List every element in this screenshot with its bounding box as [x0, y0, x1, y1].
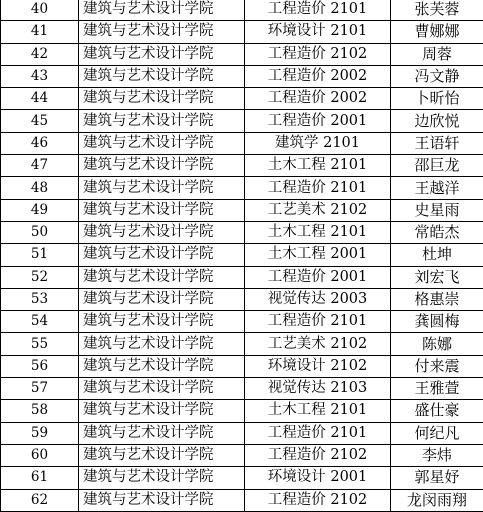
- row-number-cell: 47: [1, 155, 79, 177]
- table-row: [1, 444, 483, 466]
- class-cell: 工程造价 2102: [245, 444, 391, 466]
- class-cell: 工程造价 2002: [245, 65, 391, 87]
- college-cell: 建筑与艺术设计学院: [79, 21, 245, 43]
- class-cell: 环境设计 2001: [245, 467, 391, 489]
- table-row: [1, 244, 483, 266]
- college-cell: 建筑与艺术设计学院: [79, 266, 245, 288]
- row-number-cell: 45: [1, 110, 79, 132]
- class-cell: 视觉传达 2003: [245, 288, 391, 310]
- class-cell: 土木工程 2101: [245, 221, 391, 243]
- student-name-cell: 周蓉: [391, 43, 483, 65]
- student-name-cell: 付来震: [391, 355, 483, 377]
- student-name-cell: 曹娜娜: [391, 21, 483, 43]
- table-row: [1, 132, 483, 154]
- college-cell: 建筑与艺术设计学院: [79, 244, 245, 266]
- table-row: [1, 221, 483, 243]
- table-row: [1, 155, 483, 177]
- college-cell: 建筑与艺术设计学院: [79, 400, 245, 422]
- college-cell: 建筑与艺术设计学院: [79, 355, 245, 377]
- table-row: [1, 467, 483, 489]
- table-row: [1, 355, 483, 377]
- row-number-cell: 48: [1, 177, 79, 199]
- class-cell: 土木工程 2001: [245, 244, 391, 266]
- table-row: [1, 422, 483, 444]
- class-cell: 工艺美术 2102: [245, 333, 391, 355]
- row-number-cell: 42: [1, 43, 79, 65]
- student-name-cell: 郭星妤: [391, 467, 483, 489]
- row-number-cell: 60: [1, 444, 79, 466]
- student-name-cell: 陈娜: [391, 333, 483, 355]
- table-row: [1, 378, 483, 400]
- class-cell: 工程造价 2001: [245, 110, 391, 132]
- table-row: [1, 311, 483, 333]
- college-cell: 建筑与艺术设计学院: [79, 43, 245, 65]
- college-cell: 建筑与艺术设计学院: [79, 288, 245, 310]
- row-number-cell: 56: [1, 355, 79, 377]
- class-cell: 工程造价 2101: [245, 422, 391, 444]
- student-name-cell: 史星雨: [391, 199, 483, 221]
- student-name-cell: 王雅萱: [391, 378, 483, 400]
- student-name-cell: 格惠崇: [391, 288, 483, 310]
- row-number-cell: 57: [1, 378, 79, 400]
- row-number-cell: 52: [1, 266, 79, 288]
- class-cell: 工艺美术 2102: [245, 199, 391, 221]
- row-number-cell: 49: [1, 199, 79, 221]
- table-row: [1, 65, 483, 87]
- student-name-cell: 龚圆梅: [391, 311, 483, 333]
- class-cell: 环境设计 2102: [245, 355, 391, 377]
- row-number-cell: 50: [1, 221, 79, 243]
- table-body: [1, 0, 483, 511]
- student-name-cell: 常皓杰: [391, 221, 483, 243]
- student-name-cell: 卜昕怡: [391, 88, 483, 110]
- college-cell: 建筑与艺术设计学院: [79, 177, 245, 199]
- student-name-cell: 冯文静: [391, 65, 483, 87]
- student-name-cell: 何纪凡: [391, 422, 483, 444]
- table-row: [1, 21, 483, 43]
- row-number-cell: 54: [1, 311, 79, 333]
- college-cell: 建筑与艺术设计学院: [79, 88, 245, 110]
- student-name-cell: 张芙蓉: [391, 0, 483, 21]
- table-row: [1, 88, 483, 110]
- student-name-cell: 龙闵雨翔: [391, 489, 483, 511]
- table-row: [1, 199, 483, 221]
- row-number-cell: 40: [1, 0, 79, 21]
- college-cell: 建筑与艺术设计学院: [79, 0, 245, 21]
- row-number-cell: 62: [1, 489, 79, 511]
- class-cell: 工程造价 2101: [245, 311, 391, 333]
- row-number-cell: 53: [1, 288, 79, 310]
- row-number-cell: 58: [1, 400, 79, 422]
- college-cell: 建筑与艺术设计学院: [79, 444, 245, 466]
- class-cell: 工程造价 2102: [245, 43, 391, 65]
- row-number-cell: 59: [1, 422, 79, 444]
- row-number-cell: 41: [1, 21, 79, 43]
- class-cell: 工程造价 2101: [245, 177, 391, 199]
- class-cell: 视觉传达 2103: [245, 378, 391, 400]
- college-cell: 建筑与艺术设计学院: [79, 467, 245, 489]
- student-name-cell: 王语轩: [391, 132, 483, 154]
- table-row: [1, 0, 483, 21]
- college-cell: 建筑与艺术设计学院: [79, 489, 245, 511]
- college-cell: 建筑与艺术设计学院: [79, 199, 245, 221]
- table-row: [1, 110, 483, 132]
- student-name-cell: 刘宏飞: [391, 266, 483, 288]
- college-cell: 建筑与艺术设计学院: [79, 110, 245, 132]
- class-cell: 土木工程 2101: [245, 155, 391, 177]
- table-row: [1, 333, 483, 355]
- table-row: [1, 489, 483, 511]
- row-number-cell: 44: [1, 88, 79, 110]
- row-number-cell: 55: [1, 333, 79, 355]
- college-cell: 建筑与艺术设计学院: [79, 221, 245, 243]
- row-number-cell: 61: [1, 467, 79, 489]
- student-name-cell: 李炜: [391, 444, 483, 466]
- college-cell: 建筑与艺术设计学院: [79, 378, 245, 400]
- table-row: [1, 177, 483, 199]
- table-row: [1, 288, 483, 310]
- table-row: [1, 266, 483, 288]
- college-cell: 建筑与艺术设计学院: [79, 65, 245, 87]
- student-name-cell: 邵巨龙: [391, 155, 483, 177]
- class-cell: 工程造价 2101: [245, 0, 391, 21]
- student-name-cell: 边欣悦: [391, 110, 483, 132]
- student-name-cell: 王越洋: [391, 177, 483, 199]
- class-cell: 工程造价 2001: [245, 266, 391, 288]
- college-cell: 建筑与艺术设计学院: [79, 333, 245, 355]
- table-row: [1, 400, 483, 422]
- college-cell: 建筑与艺术设计学院: [79, 311, 245, 333]
- row-number-cell: 43: [1, 65, 79, 87]
- class-cell: 建筑学 2101: [245, 132, 391, 154]
- student-name-cell: 盛仕豪: [391, 400, 483, 422]
- class-cell: 环境设计 2101: [245, 21, 391, 43]
- class-cell: 工程造价 2102: [245, 489, 391, 511]
- row-number-cell: 46: [1, 132, 79, 154]
- student-name-cell: 杜坤: [391, 244, 483, 266]
- table-row: [1, 43, 483, 65]
- row-number-cell: 51: [1, 244, 79, 266]
- class-cell: 土木工程 2101: [245, 400, 391, 422]
- college-cell: 建筑与艺术设计学院: [79, 155, 245, 177]
- class-cell: 工程造价 2002: [245, 88, 391, 110]
- college-cell: 建筑与艺术设计学院: [79, 132, 245, 154]
- college-cell: 建筑与艺术设计学院: [79, 422, 245, 444]
